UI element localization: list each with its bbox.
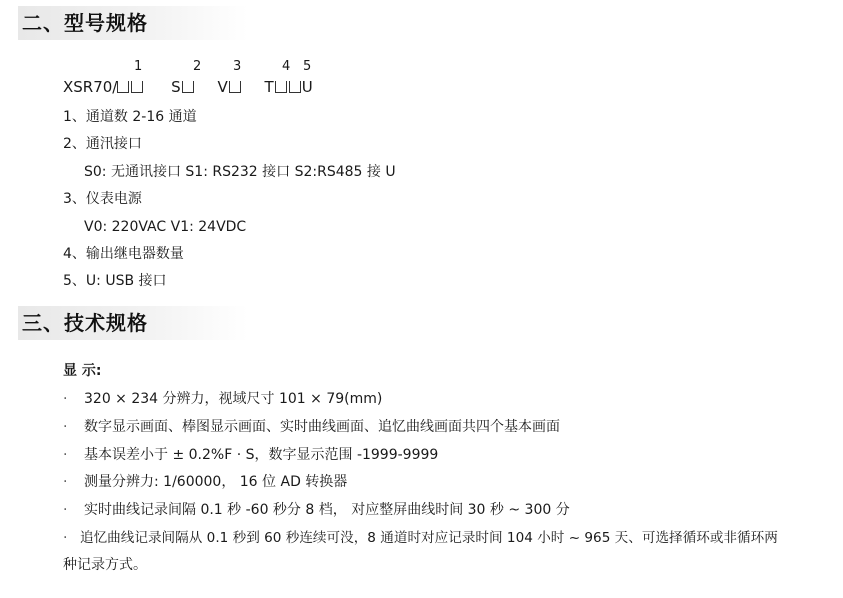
model-t: T bbox=[264, 78, 274, 96]
spec-comm-options: S0: 无通讯接口 S1: RS232 接口 S2:RS485 接 U bbox=[84, 164, 396, 180]
bullet-mark: · bbox=[63, 474, 68, 490]
model-code bbox=[63, 78, 313, 96]
spec-channels: 1、通道数 2-16 通道 bbox=[63, 109, 197, 125]
display-heading: 显 示: bbox=[63, 363, 102, 379]
model-pos-1: 1 bbox=[134, 59, 143, 74]
section-title-model: 二、型号规格 bbox=[22, 11, 148, 35]
bullet-screens: 数字显示画面、棒图显示画面、实时曲线画面、追忆曲线画面共四个基本画面 bbox=[84, 419, 560, 435]
placeholder-box bbox=[229, 81, 241, 93]
bullet-history-continuation: 种记录方式。 bbox=[63, 557, 147, 573]
model-pos-3: 3 bbox=[233, 59, 242, 74]
model-pos-4: 4 bbox=[282, 59, 291, 74]
bullet-measure-resolution: 测量分辨力: 1/60000， 16 位 AD 转换器 bbox=[84, 474, 348, 490]
section-title-tech: 三、技术规格 bbox=[22, 311, 148, 335]
spec-power: 3、仪表电源 bbox=[63, 191, 142, 207]
placeholder-box bbox=[131, 81, 143, 93]
placeholder-box bbox=[289, 81, 301, 93]
model-pos-5: 5 bbox=[303, 59, 312, 74]
model-v: V bbox=[217, 78, 228, 96]
placeholder-box bbox=[182, 81, 194, 93]
bullet-mark: · bbox=[63, 391, 68, 407]
spec-usb: 5、U: USB 接口 bbox=[63, 273, 167, 289]
bullet-realtime-interval: 实时曲线记录间隔 0.1 秒 -60 秒分 8 档， 对应整屏曲线时间 30 秒 ~ 300 分 bbox=[84, 502, 570, 518]
model-pos-2: 2 bbox=[193, 59, 202, 74]
bullet-mark: · bbox=[63, 502, 68, 518]
bullet-mark: · bbox=[63, 530, 68, 546]
placeholder-box bbox=[117, 81, 129, 93]
model-s: S bbox=[171, 78, 181, 96]
model-u: U bbox=[301, 78, 313, 96]
spec-comm: 2、通汛接口 bbox=[63, 136, 142, 152]
spec-relay: 4、输出继电器数量 bbox=[63, 246, 184, 262]
spec-power-options: V0: 220VAC V1: 24VDC bbox=[84, 219, 247, 235]
model-prefix: XSR70/ bbox=[63, 78, 118, 96]
bullet-history-interval: 追忆曲线记录间隔从 0.1 秒到 60 秒连续可没，8 通道时对应记录时间 104 小时 ~ 965 天、可选择循环或非循环两 bbox=[80, 530, 778, 546]
placeholder-box bbox=[275, 81, 287, 93]
bullet-resolution: 320 × 234 分辨力，视域尺寸 101 × 79(mm) bbox=[84, 391, 383, 407]
bullet-mark: · bbox=[63, 447, 68, 463]
bullet-error: 基本误差小于 ± 0.2%F · S，数字显示范围 -1999-9999 bbox=[84, 447, 439, 463]
bullet-mark: · bbox=[63, 419, 68, 435]
